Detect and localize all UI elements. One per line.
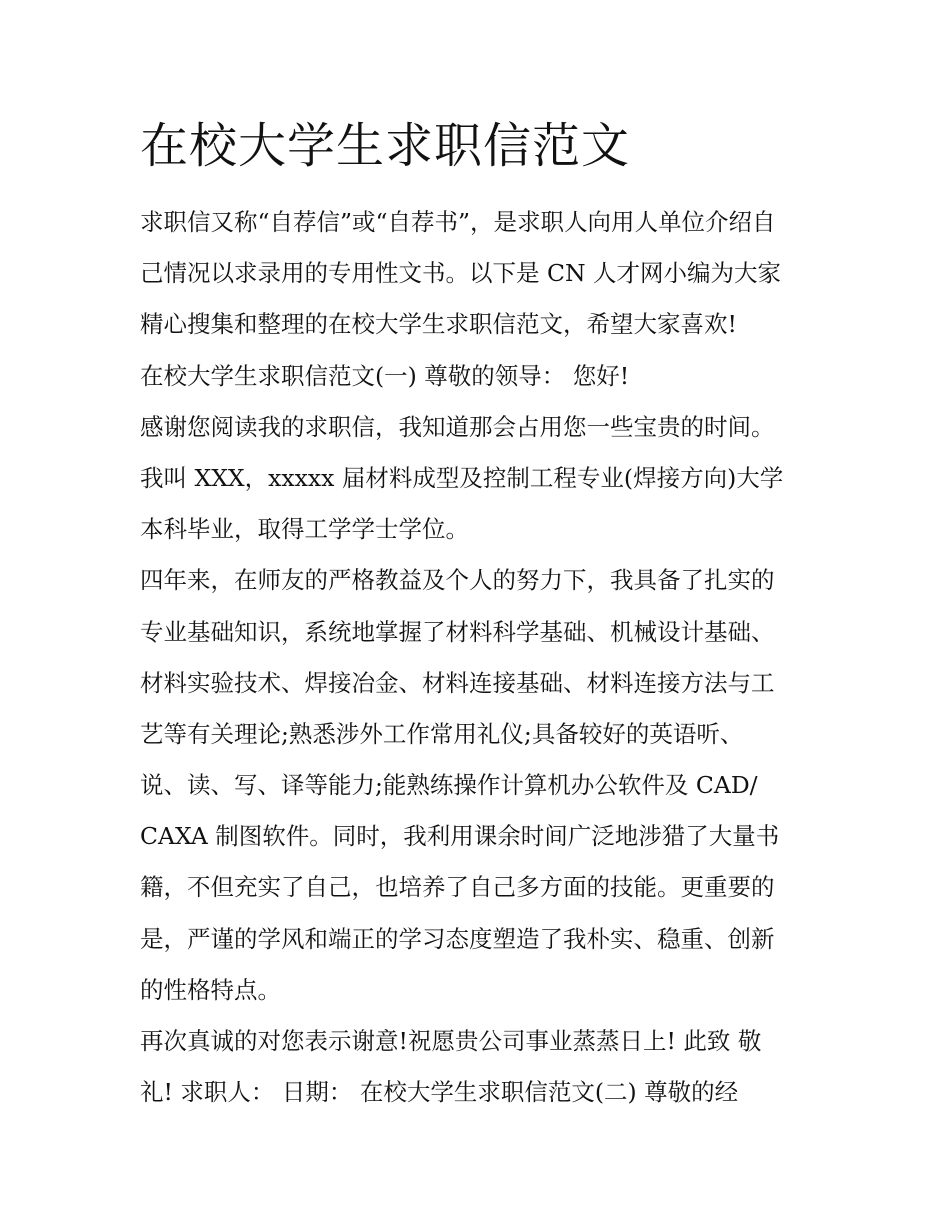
body-line-1: 求职信又称“自荐信”或“自荐书”，是求职人向用人单位介绍自 bbox=[140, 208, 776, 236]
body-line-6: 我叫 XXX，xxxxx 届材料成型及控制工程专业(焊接方向)大学 bbox=[140, 463, 784, 492]
body-line-11: 艺等有关理论;熟悉涉外工作常用礼仪;具备较好的英语听、 bbox=[140, 719, 744, 748]
body-line-17: 再次真诚的对您表示谢意!祝愿贵公司事业蒸蒸日上! 此致 敬 bbox=[140, 1027, 762, 1055]
body-line-7: 本科毕业，取得工学学士学位。 bbox=[140, 515, 469, 544]
body-line-2: 己情况以求录用的专用性文书。以下是 CN 人才网小编为大家 bbox=[140, 259, 781, 288]
document-title: 在校大学生求职信范文 bbox=[140, 118, 631, 174]
body-line-8: 四年来，在师友的严格教益及个人的努力下，我具备了扎实的 bbox=[140, 566, 775, 595]
document-body bbox=[140, 197, 820, 1118]
body-line-5: 感谢您阅读我的求职信，我知道那会占用您一些宝贵的时间。 bbox=[140, 412, 775, 441]
body-line-9: 专业基础知识，系统地掌握了材料科学基础、机械设计基础、 bbox=[140, 617, 775, 646]
body-line-13: CAXA 制图软件。同时，我利用课余时间广泛地涉猎了大量书 bbox=[140, 822, 780, 851]
body-line-15: 是，严谨的学风和端正的学习态度塑造了我朴实、稳重、创新 bbox=[140, 924, 775, 953]
body-line-16: 的性格特点。 bbox=[140, 975, 281, 1004]
body-line-4: 在校大学生求职信范文(一) 尊敬的领导： 您好! bbox=[140, 361, 630, 390]
body-line-18: 礼! 求职人： 日期： 在校大学生求职信范文(二) 尊敬的经 bbox=[140, 1078, 739, 1107]
body-line-14: 籍，不但充实了自己，也培养了自己多方面的技能。更重要的 bbox=[140, 873, 775, 902]
body-line-3: 精心搜集和整理的在校大学生求职信范文，希望大家喜欢! bbox=[140, 310, 737, 339]
body-line-10: 材料实验技术、焊接冶金、材料连接基础、材料连接方法与工 bbox=[140, 668, 775, 697]
body-line-12: 说、读、写、译等能力;能熟练操作计算机办公软件及 CAD/ bbox=[140, 771, 758, 800]
